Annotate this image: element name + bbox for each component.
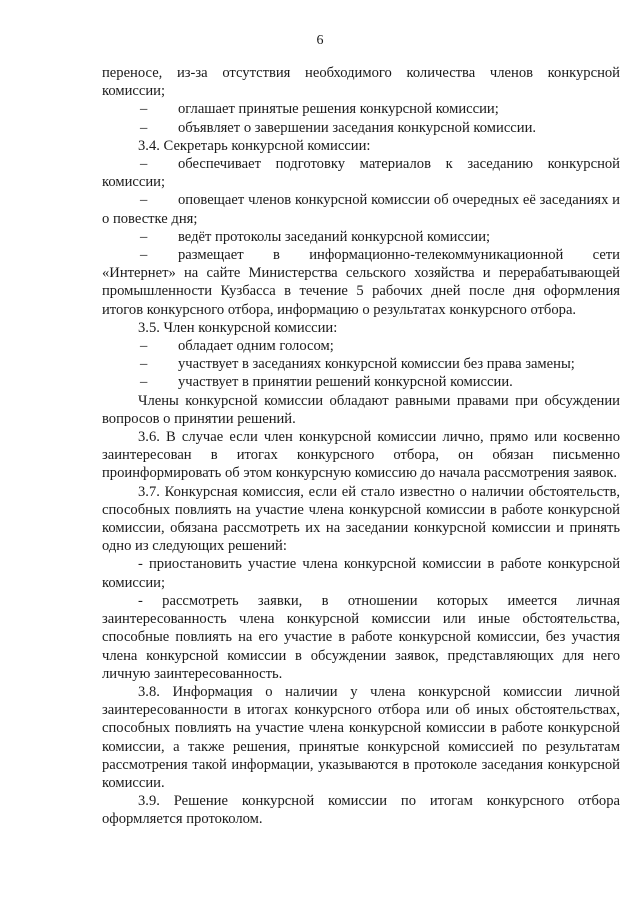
list-item bbox=[102, 373, 620, 391]
list-item bbox=[102, 246, 620, 319]
paragraph: - рассмотреть заявки, в отношении которых имеется личная заинтересованность члена конкурсной комиссии или иные обстоятельства, способные повлиять на его участие в работе конкурсной комиссии, без участия члена конкурсной комиссии в обсуждении заявок, представляющих для него личную заинтересованность. bbox=[102, 592, 620, 682]
paragraph: 3.8. Информация о наличии у члена конкурсной комиссии личной заинтересованности в итогах конкурсного отбора или об иных обстоятельствах, способных повлиять на участие члена конкурсной комиссии в работе конкурсной комиссии, а также решения, принятые конкурсной комиссией по результатам рассмотрения такой информации, указываются в протоколе заседания конкурсной комиссии. bbox=[102, 683, 620, 791]
paragraph: 3.6. В случае если член конкурсной комиссии лично, прямо или косвенно заинтересован в итогах конкурсного отбора, он обязан письменно проинформировать об этом конкурсную комиссию до начала рассмотрения заявок. bbox=[102, 429, 620, 482]
dash-marker: – bbox=[140, 338, 148, 355]
dash-marker: – bbox=[140, 356, 148, 373]
list-item bbox=[102, 355, 620, 373]
list-item-text: обладает одним голосом; bbox=[178, 338, 334, 355]
dash-marker: – bbox=[140, 374, 148, 391]
dash-marker: – bbox=[140, 101, 148, 118]
list-item bbox=[102, 337, 620, 355]
paragraph: 3.9. Решение конкурсной комиссии по итогам конкурсного отбора оформляется протоколом. bbox=[102, 793, 620, 828]
dash-marker: – bbox=[140, 228, 148, 245]
paragraph: Члены конкурсной комиссии обладают равными правами при обсуждении вопросов о принятии решений. bbox=[102, 392, 620, 427]
list-item bbox=[102, 228, 620, 246]
list-item-text: участвует в заседаниях конкурсной комиссии без права замены; bbox=[178, 356, 575, 373]
list-item bbox=[102, 119, 620, 137]
list-item-text: оповещает членов конкурсной комиссии об очередных её заседаниях и о повестке дня; bbox=[102, 192, 620, 227]
document-body bbox=[102, 64, 620, 829]
paragraph: переносе, из-за отсутствия необходимого количества членов конкурсной комиссии; bbox=[102, 65, 620, 100]
list-item-text: ведёт протоколы заседаний конкурсной комиссии; bbox=[178, 228, 491, 245]
list-item bbox=[102, 191, 620, 227]
list-item-text: участвует в принятии решений конкурсной комиссии. bbox=[178, 374, 513, 391]
section-heading: 3.4. Секретарь конкурсной комиссии: bbox=[138, 137, 371, 154]
paragraph: - приостановить участие члена конкурсной комиссии в работе конкурсной комиссии; bbox=[102, 556, 620, 591]
list-item-text: оглашает принятые решения конкурсной комиссии; bbox=[178, 101, 499, 118]
dash-marker: – bbox=[140, 119, 148, 136]
dash-marker: – bbox=[140, 156, 148, 173]
list-item bbox=[102, 100, 620, 118]
paragraph: 3.7. Конкурсная комиссия, если ей стало известно о наличии обстоятельств, способных повлиять на участие члена конкурсной комиссии в работе конкурсной комиссии, обязана рассмотреть их на заседании конкурсной комиссии и принять одно из следующих решений: bbox=[102, 483, 620, 555]
list-item-text: объявляет о завершении заседания конкурсной комиссии. bbox=[178, 119, 537, 136]
dash-marker: – bbox=[140, 247, 148, 264]
list-item-text: размещает в информационно-телекоммуникационной сети «Интернет» на сайте Министерства сельского хозяйства и перерабатывающей промышленности Кузбасса в течение 5 рабочих дней после дня оформления итогов конкурсного отбора, информацию о результатах конкурсного отбора. bbox=[102, 247, 620, 318]
page-number: 6 bbox=[316, 33, 324, 48]
list-item bbox=[102, 155, 620, 191]
list-item-text: обеспечивает подготовку материалов к заседанию конкурсной комиссии; bbox=[102, 156, 620, 191]
dash-marker: – bbox=[140, 192, 148, 209]
section-heading: 3.5. Член конкурсной комиссии: bbox=[138, 319, 338, 336]
